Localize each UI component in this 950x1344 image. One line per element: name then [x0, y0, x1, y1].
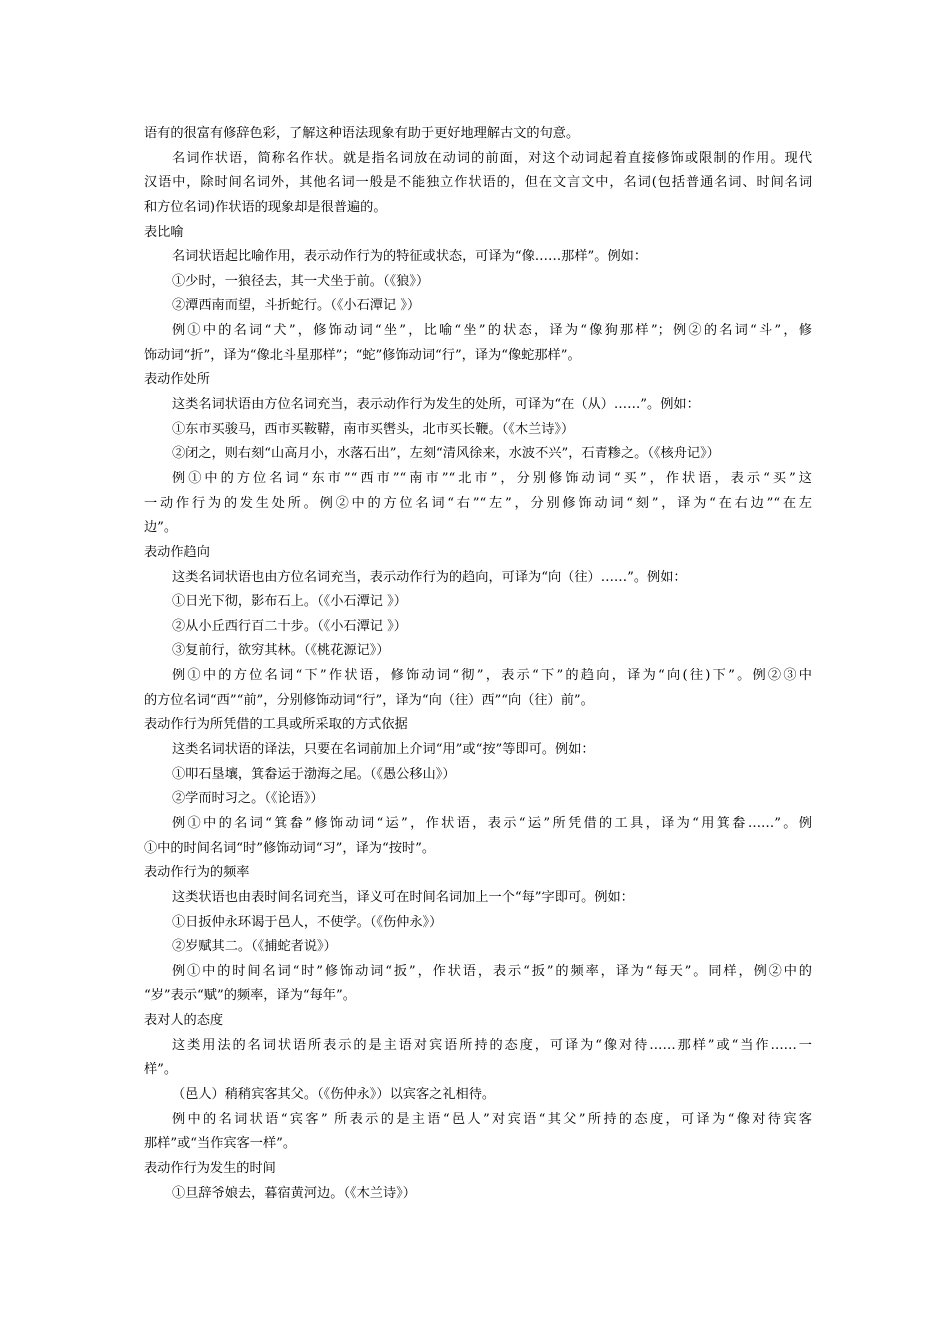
text-line: ①日光下彻，影布石上。（《小石潭记 》）	[172, 594, 407, 610]
text-line: 这类名词状语由方位名词充当，表示动作行为发生的处所，可译为“在（从）……”。例如：	[172, 397, 700, 413]
text-line: 这类名词状语的译法，只要在名词前加上介词“用”或“按”等即可。例如：	[172, 742, 595, 758]
text-line: ①东市买骏马，西市买鞍鞯，南市买辔头，北市买长鞭。（《木兰诗》）	[172, 421, 575, 437]
text-line: 饰动词“折”，译为“像北斗星那样”；“蛇”修饰动词“行”，译为“像蛇那样”。	[144, 347, 581, 363]
text-line: ①少时，一狼径去，其一犬坐于前。（《狼》）	[172, 273, 430, 289]
text-line: 这类用法的名词状语所表示的是主语对宾语所持的态度，可译为“像对待……那样”或“当作……一	[172, 1037, 812, 1053]
text-line: “岁”表示“赋”的频率，译为“每年”。	[144, 988, 356, 1004]
text-line: 例①中的名词“犬”，修饰动词“坐”，比喻“坐”的状态，译为“像狗那样”；例②的名词“斗”，修	[172, 323, 812, 339]
text-line: ③复前行，欲穷其林。（《桃花源记》）	[172, 643, 390, 659]
text-line: 表动作行为的频率	[144, 865, 250, 881]
text-line: 语有的很富有修辞色彩，了解这种语法现象有助于更好地理解古文的句意。	[144, 126, 580, 141]
text-line: 和方位名词)作状语的现象却是很普遍的。	[144, 199, 387, 215]
text-line: 这类状语也由表时间名词充当，译义可在时间名词加上一个“每”字即可。例如：	[172, 889, 634, 905]
text-line: ②潭西南而望，斗折蛇行。（《小石潭记 》）	[172, 298, 421, 314]
text-line: 表比喻	[144, 224, 184, 240]
text-line: 例中的名词状语“宾客” 所表示的是主语“邑人”对宾语“其父”所持的态度，可译为“像对待宾客	[172, 1111, 812, 1127]
text-line: ①日扳仲永环谒于邑人，不使学。（《伤仲永》）	[172, 914, 443, 930]
text-line: 一动作行为的发生处所。例②中的方位名词“右”“左”，分别修饰动词“刻”，译为“在右边”“在左	[144, 495, 812, 511]
text-line: 表动作行为发生的时间	[144, 1160, 276, 1176]
text-line: 表动作行为所凭借的工具或所采取的方式依据	[144, 717, 408, 733]
text-line: 例①中的时间名词“时”修饰动词“扳”，作状语，表示“扳”的频率，译为“每天”。同样，例②中的	[172, 963, 812, 979]
text-line: ①旦辞爷娘去，暮宿黄河边。（《木兰诗》）	[172, 1185, 416, 1201]
text-line: 名词状语起比喻作用，表示动作行为的特征或状态，可译为“像……那样”。例如：	[172, 249, 648, 265]
text-line: ②岁赋其二。（《捕蛇者说》）	[172, 939, 337, 955]
text-line: ①中的时间名词“时”修饰动词“习”，译为“按时”。	[144, 840, 436, 856]
text-line: 例①中的方位名词“下”作状语，修饰动词“彻”，表示“下”的趋向，译为“向(往)下”。例②③中	[172, 668, 812, 684]
document-page	[144, 122, 812, 1206]
text-line: 表动作处所	[144, 372, 210, 388]
text-line: 样”。	[144, 1062, 178, 1078]
text-line: 边”。	[144, 520, 178, 536]
text-line: 例①中的名词“箕畚”修饰动词“运”，作状语，表示“运”所凭借的工具，译为“用箕畚……”。例	[172, 815, 812, 831]
text-line: （邑人）稍稍宾客其父。（《伤仲永》）以宾客之礼相待。	[172, 1086, 496, 1102]
text-line: ②学而时习之。（《论语》）	[172, 791, 324, 807]
text-line: 的方位名词“西”“前”，分别修饰动词“行”，译为“向（往）西”“向（往）前”。	[144, 692, 594, 708]
text-line: 汉语中，除时间名词外，其他名词一般是不能独立作状语的，但在文言文中，名词(包括普通名词、时间名词	[144, 175, 812, 191]
text-line: ①叩石垦壤，箕畚运于渤海之尾。（《愚公移山》）	[172, 766, 456, 782]
text-line: 表对人的态度	[144, 1013, 224, 1029]
text-line: ②从小丘西行百二十步。（《小石潭记 》）	[172, 618, 407, 634]
text-line: 表动作趋向	[144, 544, 210, 560]
text-line: ②闭之，则右刻“山高月小，水落石出”，左刻“清风徐来，水波不兴”，石青糁之。（《核舟记》）	[172, 446, 720, 462]
text-line: 那样”或“当作宾客一样”。	[144, 1136, 297, 1152]
text-line: 这类名词状语也由方位名词充当，表示动作行为的趋向，可译为“向（往）……”。例如：	[172, 569, 687, 585]
text-line: 例①中的方位名词“东市”“西市”“南市”“北市”，分别修饰动词“买”，作状语，表示“买”这	[172, 470, 812, 486]
text-line: 名词作状语，简称名作状。就是指名词放在动词的前面，对这个动词起着直接修饰或限制的作用。现代	[172, 150, 812, 166]
